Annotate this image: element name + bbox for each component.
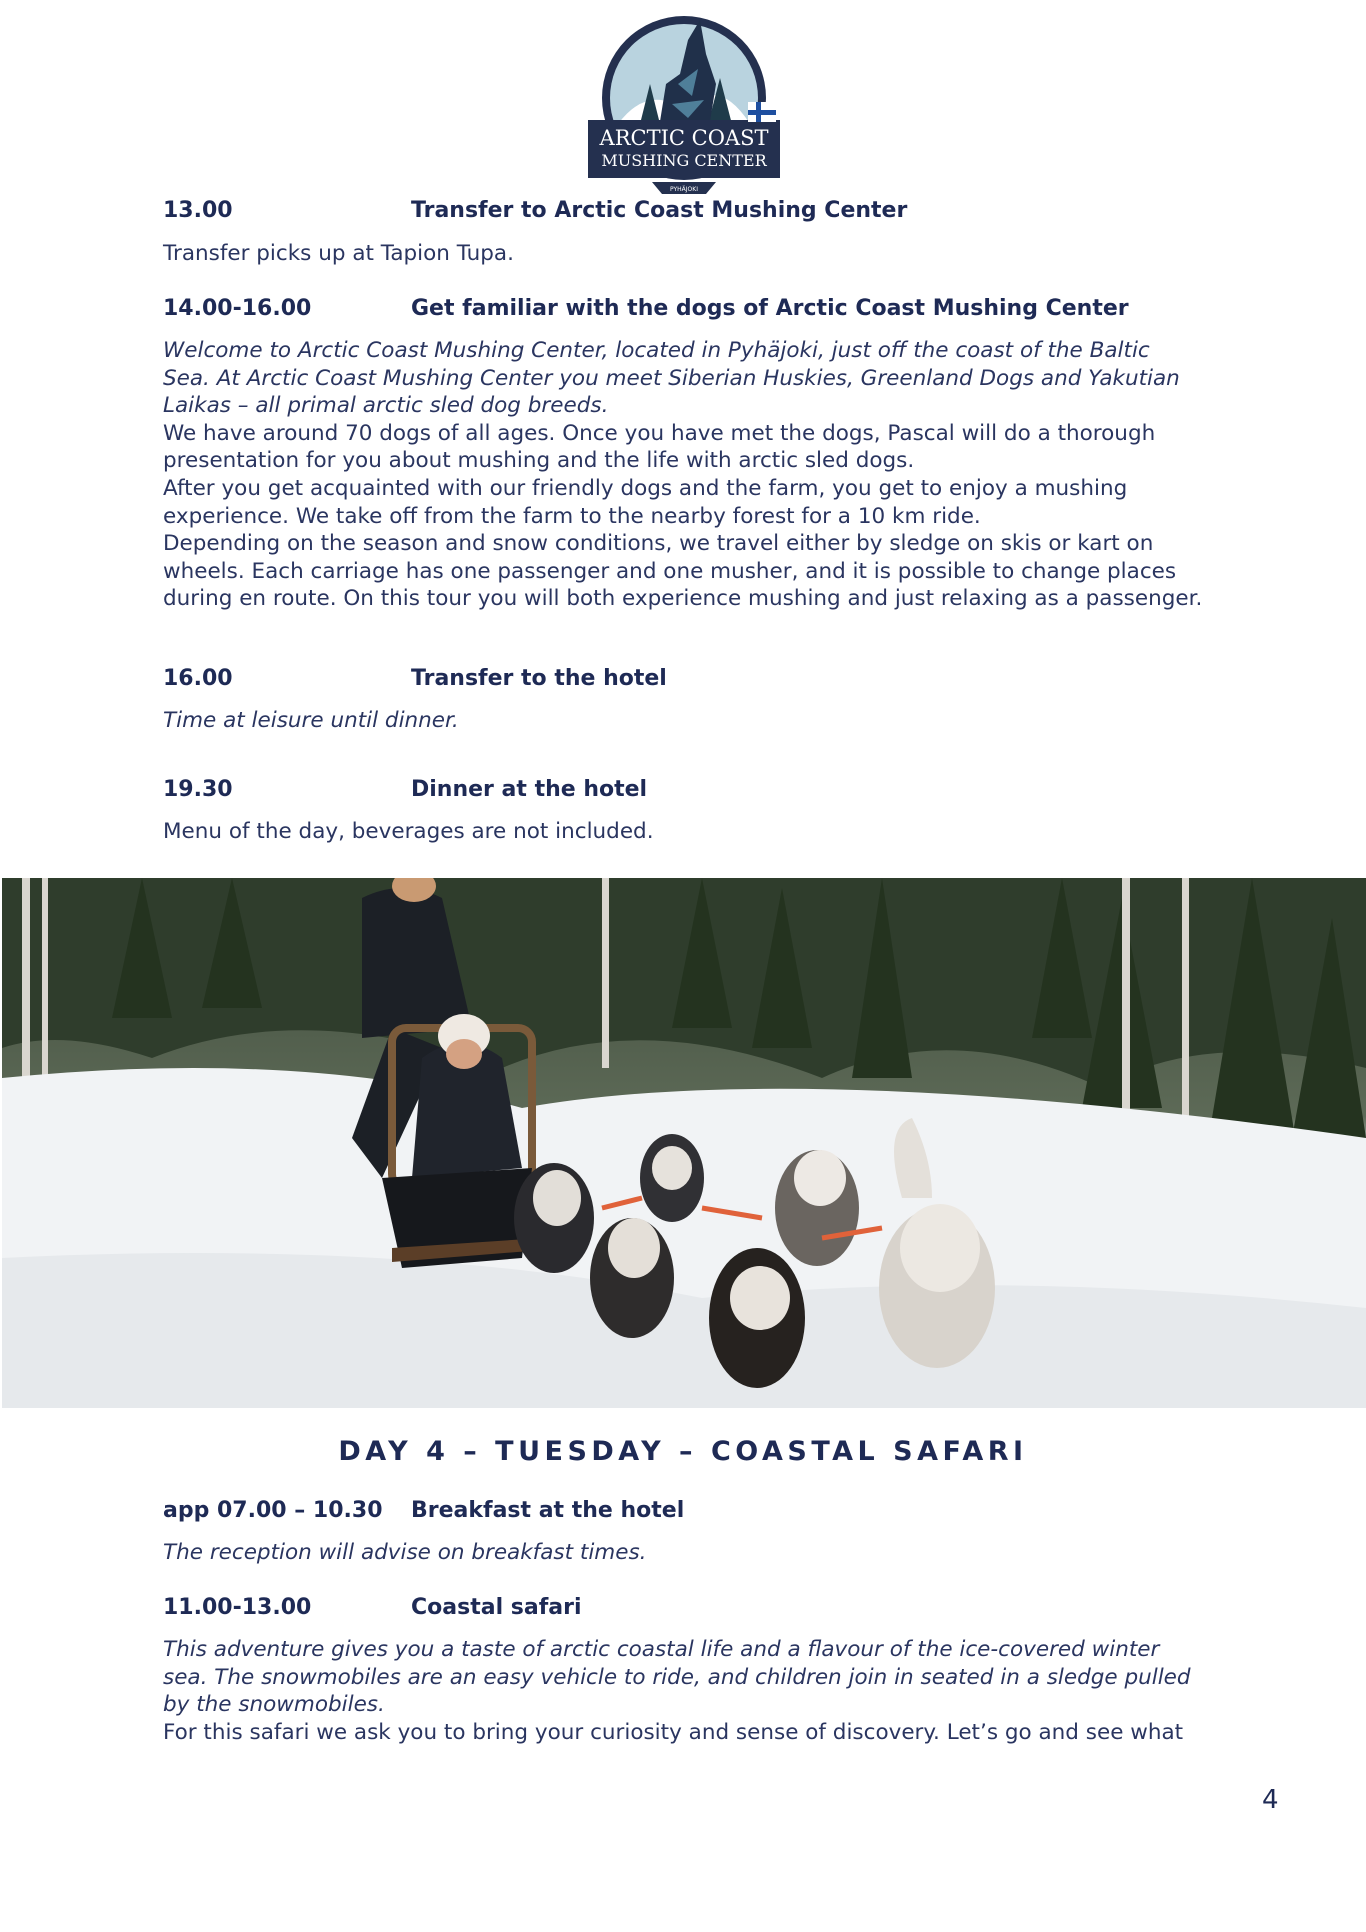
row-description	[163, 240, 1203, 268]
row-time: app 07.00 – 10.30	[163, 1498, 383, 1523]
arctic-coast-logo	[588, 14, 780, 198]
row-time: 14.00-16.00	[163, 296, 312, 321]
row-description	[163, 818, 1203, 846]
row-title: Transfer to Arctic Coast Mushing Center	[411, 198, 908, 223]
row-title: Get familiar with the dogs of Arctic Coast Mushing Center	[411, 296, 1129, 321]
row-description	[163, 1539, 1203, 1567]
desc-text: After you get acquainted with our friendly dogs and the farm, you get to enjoy a mushing experience. We take off from the farm to the nearby forest for a 10 km ride.	[163, 475, 1128, 529]
desc-italic: Welcome to Arctic Coast Mushing Center, located in Pyhäjoki, just off the coast of the Baltic Sea. At Arctic Coast Mushing Center you meet Siberian Huskies, Greenland Dogs and Yakutian Laikas – all primal arctic sled dog breeds.	[163, 338, 1180, 419]
desc-text: Transfer picks up at Tapion Tupa.	[163, 241, 514, 266]
desc-italic: The reception will advise on breakfast times.	[163, 1540, 647, 1565]
desc-text: We have around 70 dogs of all ages. Once you have met the dogs, Pascal will do a thorough presentation for you about mushing and the life with arctic sled dogs.	[163, 420, 1156, 474]
dog-sled-photo	[2, 878, 1366, 1408]
desc-text: For this safari we ask you to bring your curiosity and sense of discovery. Let’s go and see what	[163, 1719, 1184, 1745]
desc-text: Depending on the season and snow conditions, we travel either by sledge on skis or kart on wheels. Each carriage has one passenger and one musher, and it is possible to change places during en route. On this tour you will both experience mushing and just relaxing as a passenger.	[163, 531, 1203, 612]
row-title: Coastal safari	[411, 1595, 582, 1620]
row-time: 16.00	[163, 666, 233, 691]
row-description	[163, 337, 1203, 613]
row-description	[163, 1636, 1203, 1746]
desc-text: Menu of the day, beverages are not included.	[163, 819, 654, 844]
row-title: Dinner at the hotel	[411, 777, 648, 802]
logo-line2: MUSHING CENTER	[601, 151, 767, 170]
logo-place: PYHÄJOKI	[670, 186, 698, 193]
row-title: Breakfast at the hotel	[411, 1498, 685, 1523]
row-title: Transfer to the hotel	[411, 666, 667, 691]
row-time: 19.30	[163, 777, 233, 802]
day-heading: DAY 4 – TUESDAY – COASTAL SAFARI	[338, 1436, 1028, 1467]
page-number: 4	[1262, 1785, 1279, 1815]
desc-italic: Time at leisure until dinner.	[163, 708, 459, 733]
row-time: 11.00-13.00	[163, 1595, 312, 1620]
desc-italic: This adventure gives you a taste of arctic coastal life and a flavour of the ice-covered winter sea. The snowmobiles are an easy vehicle to ride, and children join in seated in a sledge pulled by the snowmobiles.	[163, 1637, 1191, 1718]
row-time: 13.00	[163, 198, 233, 223]
row-description	[163, 707, 1203, 735]
logo-line1: ARCTIC COAST	[599, 126, 769, 150]
